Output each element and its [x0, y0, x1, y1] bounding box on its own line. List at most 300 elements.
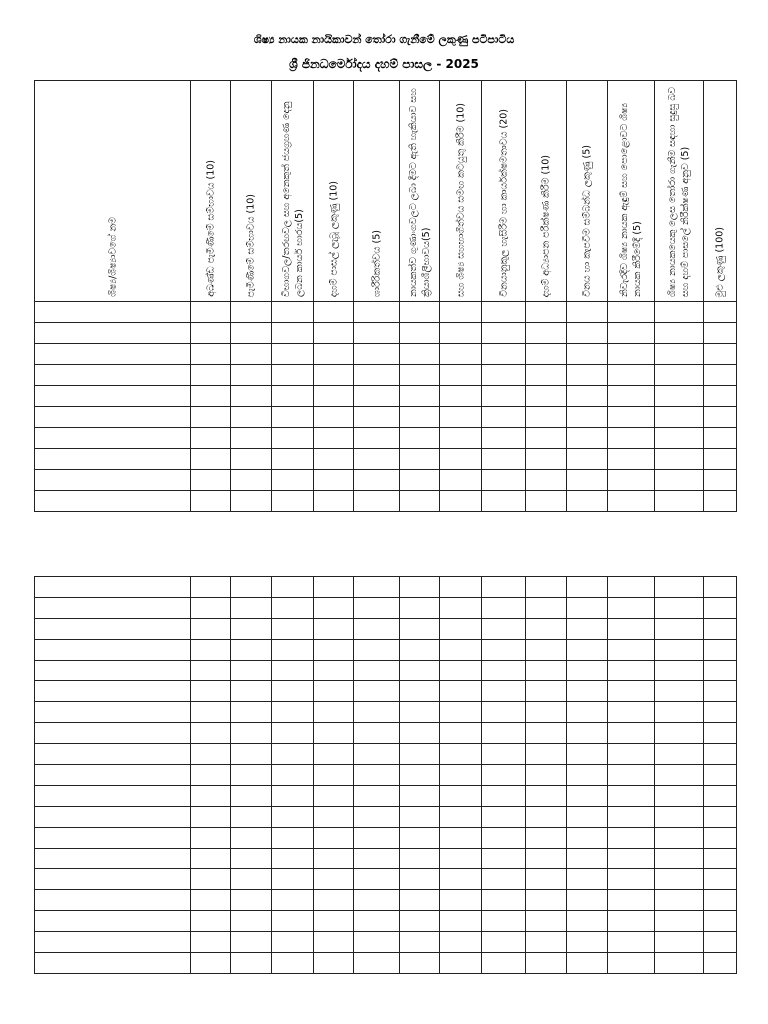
- table-row: [35, 386, 737, 407]
- table-cell: [191, 765, 231, 786]
- table-cell: [567, 848, 608, 869]
- table-cell: [400, 428, 440, 449]
- table-cell: [191, 449, 231, 470]
- table-cell: [655, 953, 704, 974]
- table-cell: [704, 344, 737, 365]
- table-cell: [655, 765, 704, 786]
- table-row: [35, 323, 737, 344]
- table-cell: [35, 827, 191, 848]
- table-cell: [526, 869, 567, 890]
- table-cell: [231, 407, 272, 428]
- table-cell: [526, 597, 567, 618]
- table-cell: [482, 302, 526, 323]
- column-header: [35, 81, 191, 302]
- table-cell: [314, 323, 354, 344]
- table-cell: [526, 890, 567, 911]
- table-cell: [314, 827, 354, 848]
- table-cell: [526, 618, 567, 639]
- table-cell: [400, 323, 440, 344]
- table-cell: [231, 302, 272, 323]
- column-header: [526, 81, 567, 302]
- table-cell: [231, 681, 272, 702]
- table-cell: [272, 470, 314, 491]
- table-row: [35, 491, 737, 512]
- table-cell: [567, 806, 608, 827]
- table-cell: [231, 890, 272, 911]
- table-cell: [440, 597, 482, 618]
- table-cell: [400, 932, 440, 953]
- table-cell: [704, 932, 737, 953]
- table-cell: [354, 785, 400, 806]
- table-cell: [400, 618, 440, 639]
- table-cell: [526, 449, 567, 470]
- table-cell: [354, 953, 400, 974]
- table-cell: [440, 386, 482, 407]
- table-cell: [231, 470, 272, 491]
- table-cell: [526, 302, 567, 323]
- table-cell: [272, 577, 314, 598]
- table-cell: [704, 869, 737, 890]
- table-cell: [191, 577, 231, 598]
- table-row: [35, 702, 737, 723]
- column-header-label: නායකත්ව ගුණාංගවලට ලබා දීමට ඇති හැකියාව සහ ක්‍රියාශීලීභාවය(5): [407, 88, 432, 297]
- table-cell: [440, 577, 482, 598]
- column-header-label: විනය හා කැපවීම සම්බන්ධ ලකුණු (5): [581, 145, 593, 297]
- table-cell: [314, 911, 354, 932]
- table-cell: [704, 407, 737, 428]
- table-row: [35, 827, 737, 848]
- column-header: [314, 81, 354, 302]
- table-cell: [655, 723, 704, 744]
- table-row: [35, 890, 737, 911]
- table-cell: [567, 639, 608, 660]
- table-cell: [231, 660, 272, 681]
- table-cell: [608, 344, 655, 365]
- table-cell: [482, 428, 526, 449]
- table-cell: [704, 323, 737, 344]
- table-cell: [608, 577, 655, 598]
- table-cell: [567, 618, 608, 639]
- table-cell: [314, 618, 354, 639]
- table-cell: [567, 577, 608, 598]
- column-header: [567, 81, 608, 302]
- table-cell: [655, 660, 704, 681]
- table-cell: [704, 428, 737, 449]
- table-cell: [608, 449, 655, 470]
- table-cell: [272, 639, 314, 660]
- table-cell: [567, 890, 608, 911]
- table-cell: [314, 428, 354, 449]
- table-cell: [567, 386, 608, 407]
- table-cell: [272, 302, 314, 323]
- table-cell: [655, 577, 704, 598]
- table-cell: [704, 744, 737, 765]
- table-cell: [400, 723, 440, 744]
- table-cell: [482, 869, 526, 890]
- table-cell: [655, 890, 704, 911]
- table-row: [35, 639, 737, 660]
- column-header-label: නිවැරදිව ශිෂ්‍ය නායක ඇඳුම් සහ පොළොවට ශිෂ්‍ය නායක කිරීමේදී (5): [619, 102, 643, 297]
- table-cell: [482, 723, 526, 744]
- table-cell: [272, 407, 314, 428]
- table-cell: [440, 932, 482, 953]
- table-cell: [567, 953, 608, 974]
- table-cell: [608, 639, 655, 660]
- table-cell: [191, 911, 231, 932]
- table-cell: [314, 869, 354, 890]
- table-cell: [35, 869, 191, 890]
- table-cell: [567, 344, 608, 365]
- table-cell: [655, 470, 704, 491]
- table-cell: [482, 597, 526, 618]
- column-header: [482, 81, 526, 302]
- table-cell: [526, 639, 567, 660]
- table-row: [35, 911, 737, 932]
- table-cell: [191, 344, 231, 365]
- table-cell: [608, 428, 655, 449]
- table-cell: [231, 932, 272, 953]
- table-cell: [440, 869, 482, 890]
- table-cell: [231, 365, 272, 386]
- score-table-2: [34, 576, 737, 974]
- table-cell: [608, 386, 655, 407]
- table-cell: [354, 470, 400, 491]
- table-cell: [400, 848, 440, 869]
- table-cell: [608, 827, 655, 848]
- table-cell: [35, 428, 191, 449]
- table-cell: [231, 953, 272, 974]
- table-cell: [655, 932, 704, 953]
- table-cell: [608, 491, 655, 512]
- table-row: [35, 618, 737, 639]
- table-cell: [608, 323, 655, 344]
- table-cell: [608, 911, 655, 932]
- table-cell: [482, 744, 526, 765]
- table-cell: [526, 702, 567, 723]
- table-cell: [354, 765, 400, 786]
- table-cell: [567, 765, 608, 786]
- table-cell: [655, 681, 704, 702]
- table-cell: [526, 911, 567, 932]
- table-cell: [440, 911, 482, 932]
- column-header-label: දහම් පාසල් ලැබූ ලකුණු (10): [328, 180, 339, 297]
- table-cell: [567, 323, 608, 344]
- table-cell: [704, 577, 737, 598]
- table-cell: [272, 660, 314, 681]
- table-cell: [354, 302, 400, 323]
- table-cell: [354, 827, 400, 848]
- table-cell: [655, 806, 704, 827]
- table-cell: [526, 765, 567, 786]
- table-cell: [482, 618, 526, 639]
- table-cell: [704, 386, 737, 407]
- table-cell: [314, 890, 354, 911]
- table-cell: [354, 618, 400, 639]
- table-cell: [526, 932, 567, 953]
- table-cell: [440, 660, 482, 681]
- table-cell: [231, 639, 272, 660]
- table-cell: [567, 407, 608, 428]
- table-cell: [272, 848, 314, 869]
- table-cell: [608, 618, 655, 639]
- table-cell: [608, 302, 655, 323]
- column-header: [608, 81, 655, 302]
- table-cell: [272, 744, 314, 765]
- table-cell: [231, 869, 272, 890]
- table-cell: [482, 765, 526, 786]
- table-cell: [272, 681, 314, 702]
- table-cell: [314, 681, 354, 702]
- table-cell: [314, 848, 354, 869]
- table-row: [35, 806, 737, 827]
- table-cell: [526, 744, 567, 765]
- table-cell: [704, 723, 737, 744]
- table-cell: [482, 639, 526, 660]
- table-cell: [440, 827, 482, 848]
- table-cell: [400, 785, 440, 806]
- table-cell: [35, 660, 191, 681]
- table-cell: [440, 806, 482, 827]
- table-cell: [482, 953, 526, 974]
- table-row: [35, 407, 737, 428]
- table-cell: [608, 932, 655, 953]
- table-cell: [655, 386, 704, 407]
- column-header: [400, 81, 440, 302]
- table-cell: [482, 806, 526, 827]
- table-cell: [567, 744, 608, 765]
- table-cell: [655, 597, 704, 618]
- column-header-label: ශිෂ්‍ය/ශිෂ්‍යාවගේ නම: [107, 217, 118, 297]
- table-cell: [314, 806, 354, 827]
- table-cell: [354, 639, 400, 660]
- table-row: [35, 953, 737, 974]
- table-cell: [314, 953, 354, 974]
- table-cell: [272, 785, 314, 806]
- table-cell: [354, 428, 400, 449]
- table-cell: [704, 597, 737, 618]
- table-cell: [272, 365, 314, 386]
- table-cell: [191, 491, 231, 512]
- table-cell: [567, 660, 608, 681]
- table-cell: [440, 702, 482, 723]
- table-row: [35, 723, 737, 744]
- table-cell: [314, 577, 354, 598]
- table-cell: [400, 806, 440, 827]
- table-cell: [655, 344, 704, 365]
- table-cell: [35, 932, 191, 953]
- table-cell: [314, 470, 354, 491]
- table-cell: [231, 577, 272, 598]
- table-cell: [704, 660, 737, 681]
- table-cell: [608, 869, 655, 890]
- table-cell: [526, 428, 567, 449]
- table-cell: [231, 765, 272, 786]
- table-cell: [191, 639, 231, 660]
- table-cell: [400, 491, 440, 512]
- table-cell: [231, 911, 272, 932]
- table-cell: [354, 597, 400, 618]
- table-cell: [314, 702, 354, 723]
- table-cell: [272, 765, 314, 786]
- table-cell: [314, 660, 354, 681]
- table-cell: [704, 449, 737, 470]
- table-cell: [231, 344, 272, 365]
- table-cell: [314, 365, 354, 386]
- table-cell: [35, 491, 191, 512]
- table-cell: [526, 577, 567, 598]
- score-table-1: [34, 80, 737, 512]
- table-cell: [354, 890, 400, 911]
- table-cell: [440, 681, 482, 702]
- table-cell: [272, 428, 314, 449]
- table-cell: [567, 702, 608, 723]
- table-cell: [608, 848, 655, 869]
- table-row: [35, 428, 737, 449]
- table-cell: [704, 702, 737, 723]
- table-cell: [608, 785, 655, 806]
- table-cell: [272, 869, 314, 890]
- table-cell: [191, 407, 231, 428]
- table-cell: [191, 785, 231, 806]
- table-cell: [608, 806, 655, 827]
- table-cell: [400, 660, 440, 681]
- table-cell: [35, 806, 191, 827]
- table-cell: [354, 723, 400, 744]
- column-header-label: සහ ශිෂ්‍ය සහභාගීත්වය සමඟ කටයුතු කිරීම (10): [455, 103, 466, 297]
- table-cell: [191, 681, 231, 702]
- table-cell: [354, 449, 400, 470]
- table-cell: [191, 890, 231, 911]
- table-cell: [440, 765, 482, 786]
- table-cell: [608, 953, 655, 974]
- table-cell: [35, 344, 191, 365]
- table-cell: [440, 449, 482, 470]
- table-cell: [655, 618, 704, 639]
- table-cell: [567, 911, 608, 932]
- table-cell: [191, 932, 231, 953]
- table-cell: [35, 386, 191, 407]
- table-cell: [314, 407, 354, 428]
- table-cell: [400, 344, 440, 365]
- table-row: [35, 848, 737, 869]
- table-cell: [704, 848, 737, 869]
- table-cell: [482, 470, 526, 491]
- table-cell: [440, 744, 482, 765]
- table-cell: [567, 365, 608, 386]
- table-cell: [526, 827, 567, 848]
- table-cell: [608, 765, 655, 786]
- table-cell: [482, 386, 526, 407]
- table-row: [35, 681, 737, 702]
- table-cell: [482, 827, 526, 848]
- table-cell: [354, 365, 400, 386]
- table-cell: [704, 365, 737, 386]
- table-cell: [567, 428, 608, 449]
- table-cell: [567, 869, 608, 890]
- table-cell: [655, 639, 704, 660]
- table-cell: [526, 365, 567, 386]
- table-cell: [440, 302, 482, 323]
- table-cell: [35, 302, 191, 323]
- table-cell: [191, 869, 231, 890]
- table-cell: [526, 681, 567, 702]
- table-cell: [231, 723, 272, 744]
- table-cell: [400, 911, 440, 932]
- table-cell: [35, 744, 191, 765]
- column-header: [354, 81, 400, 302]
- table-cell: [400, 577, 440, 598]
- table-cell: [191, 386, 231, 407]
- table-cell: [231, 744, 272, 765]
- table-cell: [567, 723, 608, 744]
- table-cell: [526, 407, 567, 428]
- table-cell: [655, 785, 704, 806]
- table-cell: [526, 848, 567, 869]
- table-cell: [655, 407, 704, 428]
- table-cell: [440, 407, 482, 428]
- table-cell: [655, 365, 704, 386]
- table-cell: [35, 890, 191, 911]
- table-cell: [608, 890, 655, 911]
- table-cell: [272, 890, 314, 911]
- table-cell: [400, 386, 440, 407]
- table-cell: [272, 491, 314, 512]
- table-row: [35, 449, 737, 470]
- table-cell: [655, 428, 704, 449]
- table-cell: [354, 491, 400, 512]
- table-cell: [482, 681, 526, 702]
- table-cell: [482, 890, 526, 911]
- table-cell: [655, 827, 704, 848]
- table-cell: [655, 449, 704, 470]
- table-cell: [440, 723, 482, 744]
- table-cell: [704, 618, 737, 639]
- table-cell: [231, 597, 272, 618]
- table-cell: [191, 848, 231, 869]
- table-cell: [231, 806, 272, 827]
- table-cell: [354, 386, 400, 407]
- column-header-label: දහම් අධ්‍යාපන පරීක්ෂණ කිරීම (10): [540, 154, 552, 297]
- table-cell: [526, 470, 567, 491]
- table-cell: [400, 470, 440, 491]
- table-cell: [567, 597, 608, 618]
- table-cell: [655, 911, 704, 932]
- table-cell: [482, 365, 526, 386]
- table-cell: [35, 407, 191, 428]
- table-row: [35, 660, 737, 681]
- table-cell: [440, 848, 482, 869]
- table-cell: [567, 470, 608, 491]
- table-cell: [482, 344, 526, 365]
- table-row: [35, 597, 737, 618]
- table-cell: [354, 660, 400, 681]
- table-cell: [191, 302, 231, 323]
- table-cell: [608, 407, 655, 428]
- table-cell: [314, 302, 354, 323]
- table-cell: [191, 827, 231, 848]
- table-cell: [191, 806, 231, 827]
- table-cell: [191, 365, 231, 386]
- table-cell: [35, 953, 191, 974]
- table-cell: [655, 491, 704, 512]
- table-cell: [191, 428, 231, 449]
- table-cell: [608, 723, 655, 744]
- table-cell: [35, 702, 191, 723]
- table-cell: [272, 344, 314, 365]
- table-cell: [231, 491, 272, 512]
- table-cell: [314, 344, 354, 365]
- table-cell: [314, 932, 354, 953]
